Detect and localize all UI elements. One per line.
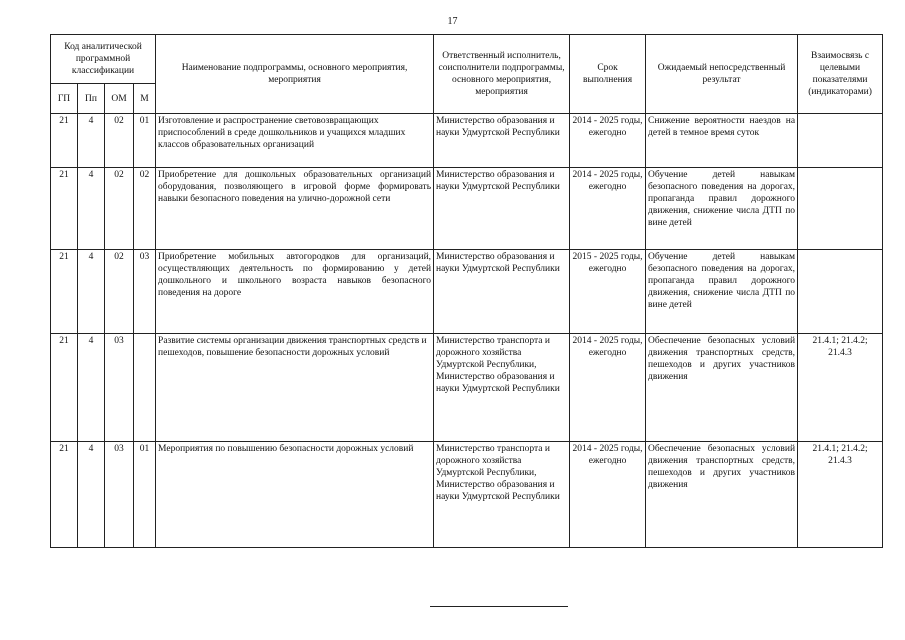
table-row xyxy=(51,114,883,168)
cell-term: 2014 - 2025 годы, ежегодно xyxy=(570,334,646,442)
cell-result: Обеспечение безопасных условий движения транспортных средств, пешеходов и других участников движения xyxy=(646,334,798,442)
cell-m: 01 xyxy=(134,442,156,548)
cell-responsible: Министерство образования и науки Удмуртской Республики xyxy=(434,250,570,334)
table-row xyxy=(51,334,883,442)
cell-gp: 21 xyxy=(51,250,78,334)
header-gp: ГП xyxy=(51,84,78,114)
cell-term: 2014 - 2025 годы, ежегодно xyxy=(570,168,646,250)
cell-name: Развитие системы организации движения транспортных средств и пешеходов, повышение безопасности дорожных условий xyxy=(156,334,434,442)
cell-term: 2014 - 2025 годы, ежегодно xyxy=(570,114,646,168)
cell-gp: 21 xyxy=(51,168,78,250)
cell-link: 21.4.1; 21.4.2; 21.4.3 xyxy=(798,442,883,548)
header-result: Ожидаемый непосредственный результат xyxy=(646,35,798,114)
cell-term: 2014 - 2025 годы, ежегодно xyxy=(570,442,646,548)
cell-pp: 4 xyxy=(78,334,105,442)
cell-result: Обеспечение безопасных условий движения транспортных средств, пешеходов и других участников движения xyxy=(646,442,798,548)
cell-link xyxy=(798,250,883,334)
cell-m: 02 xyxy=(134,168,156,250)
table-row xyxy=(51,442,883,548)
cell-name: Изготовление и распространение световозвращающих приспособлений в среде дошкольников и учащихся младших классов образовательных организаций xyxy=(156,114,434,168)
header-om: ОМ xyxy=(105,84,134,114)
cell-om: 02 xyxy=(105,168,134,250)
cell-result: Снижение вероятности наездов на детей в темное время суток xyxy=(646,114,798,168)
header-term: Срок выполнения xyxy=(570,35,646,114)
cell-result: Обучение детей навыкам безопасного поведения на дорогах, пропаганда правил дорожного движения, снижение числа ДТП по вине детей xyxy=(646,250,798,334)
cell-om: 02 xyxy=(105,250,134,334)
cell-link xyxy=(798,168,883,250)
cell-term: 2015 - 2025 годы, ежегодно xyxy=(570,250,646,334)
cell-om: 02 xyxy=(105,114,134,168)
table-row xyxy=(51,250,883,334)
cell-pp: 4 xyxy=(78,442,105,548)
header-code: Код аналитической программной классификации xyxy=(51,35,156,84)
cell-name: Мероприятия по повышению безопасности дорожных условий xyxy=(156,442,434,548)
program-table xyxy=(50,34,883,548)
cell-m: 03 xyxy=(134,250,156,334)
header-link: Взаимосвязь с целевыми показателями (индикаторами) xyxy=(798,35,883,114)
header-m: М xyxy=(134,84,156,114)
cell-result: Обучение детей навыкам безопасного поведения на дорогах, пропаганда правил дорожного движения, снижение числа ДТП по вине детей xyxy=(646,168,798,250)
cell-pp: 4 xyxy=(78,114,105,168)
cell-responsible: Министерство транспорта и дорожного хозяйства Удмуртской Республики, Министерство образования и науки Удмуртской Республики xyxy=(434,442,570,548)
cell-om: 03 xyxy=(105,334,134,442)
table-row xyxy=(51,168,883,250)
cell-responsible: Министерство образования и науки Удмуртской Республики xyxy=(434,168,570,250)
cell-gp: 21 xyxy=(51,114,78,168)
cell-link xyxy=(798,114,883,168)
cell-responsible: Министерство образования и науки Удмуртской Республики xyxy=(434,114,570,168)
cell-pp: 4 xyxy=(78,168,105,250)
cell-gp: 21 xyxy=(51,334,78,442)
cell-name: Приобретение мобильных автогородков для организаций, осуществляющих деятельность по формированию у детей дошкольного и школьного возраста навыков безопасного поведения на дороге xyxy=(156,250,434,334)
header-responsible: Ответственный исполнитель, соисполнители подпрограммы, основного мероприятия, мероприятия xyxy=(434,35,570,114)
cell-om: 03 xyxy=(105,442,134,548)
page-number: 17 xyxy=(447,16,458,27)
footer-divider xyxy=(430,606,568,607)
header-name: Наименование подпрограммы, основного мероприятия, мероприятия xyxy=(156,35,434,114)
cell-name: Приобретение для дошкольных образовательных организаций оборудования, позволяющего в игровой форме формировать навыки безопасного поведения на улично-дорожной сети xyxy=(156,168,434,250)
cell-m xyxy=(134,334,156,442)
cell-link: 21.4.1; 21.4.2; 21.4.3 xyxy=(798,334,883,442)
header-pp: Пп xyxy=(78,84,105,114)
cell-pp: 4 xyxy=(78,250,105,334)
cell-responsible: Министерство транспорта и дорожного хозяйства Удмуртской Республики, Министерство образования и науки Удмуртской Республики xyxy=(434,334,570,442)
cell-gp: 21 xyxy=(51,442,78,548)
cell-m: 01 xyxy=(134,114,156,168)
